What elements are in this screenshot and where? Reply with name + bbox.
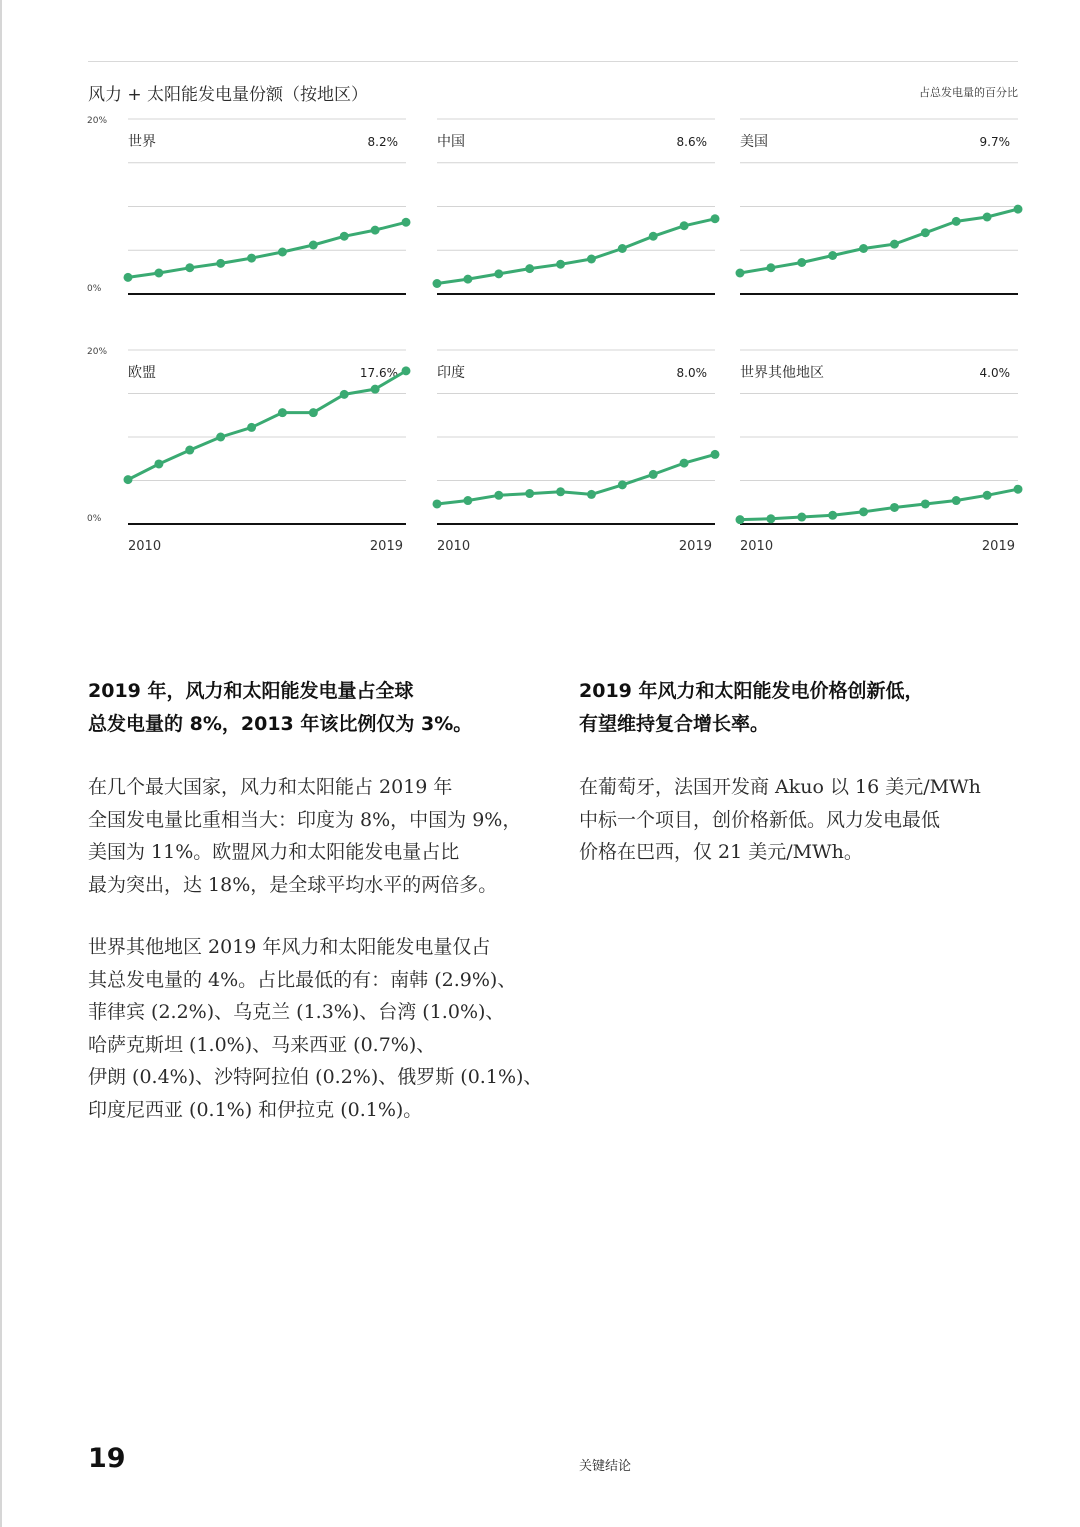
data-point (736, 515, 745, 524)
data-point (983, 213, 992, 222)
data-point (154, 269, 163, 278)
data-point (921, 499, 930, 508)
data-point (494, 269, 503, 278)
panel-name: 世界其他地区 (740, 365, 824, 381)
data-point (649, 470, 658, 479)
data-point (124, 475, 133, 484)
paragraph-line: 伊朗 (0.4%)、沙特阿拉伯 (0.2%)、俄罗斯 (0.1%)、 (88, 1066, 543, 1088)
figure-unit-label: 占总发电量的百分比 (919, 86, 1018, 99)
data-point (680, 221, 689, 230)
small-multiples-chart (0, 0, 1080, 600)
panel-value-label: 17.6% (359, 366, 398, 380)
data-point (402, 366, 411, 375)
paragraph-line: 全国发电量比重相当大：印度为 8%，中国为 9%， (88, 808, 522, 831)
data-point (711, 450, 720, 459)
data-point (618, 244, 627, 253)
x-tick-label-start: 2010 (128, 539, 162, 554)
paragraph-line: 哈萨克斯坦 (1.0%)、马来西亚 (0.7%)、 (88, 1033, 436, 1056)
panel-name: 美国 (740, 134, 768, 150)
data-point (797, 258, 806, 267)
panel-name: 欧盟 (128, 365, 156, 381)
right-heading-line: 有望维持复合增长率。 (579, 713, 770, 735)
data-point (247, 423, 256, 432)
data-point (921, 228, 930, 237)
data-point (463, 496, 472, 505)
data-point (494, 491, 503, 500)
data-point (124, 273, 133, 282)
data-point (185, 446, 194, 455)
paragraph-line: 世界其他地区 2019 年风力和太阳能发电量仅占 (88, 936, 491, 958)
data-point (433, 279, 442, 288)
data-point (556, 260, 565, 269)
data-point (278, 248, 287, 257)
data-point (711, 214, 720, 223)
panel-name: 印度 (437, 365, 465, 381)
y-axis-label-top: 20% (87, 116, 108, 126)
data-point (983, 491, 992, 500)
left-heading-line: 2019 年，风力和太阳能发电量占全球 (88, 680, 414, 702)
data-point (371, 226, 380, 235)
right-heading-line: 2019 年风力和太阳能发电价格创新低， (579, 680, 924, 702)
data-point (828, 251, 837, 260)
footer-section-label: 关键结论 (579, 1459, 632, 1474)
figure-title: 风力 + 太阳能发电量份额（按地区） (88, 85, 369, 105)
data-point (278, 408, 287, 417)
right-column (579, 675, 1029, 899)
paragraph-line: 最为突出，达 18%，是全球平均水平的两倍多。 (88, 873, 498, 896)
data-point (525, 489, 534, 498)
data-point (890, 503, 899, 512)
paragraph-line: 价格在巴西，仅 21 美元/MWh。 (579, 841, 863, 863)
paragraph-line: 在葡萄牙，法国开发商 Akuo 以 16 美元/MWh (579, 776, 981, 798)
series-line (128, 371, 406, 480)
data-point (859, 244, 868, 253)
panel-value-label: 9.7% (979, 135, 1010, 149)
left-column (88, 675, 543, 1156)
data-point (463, 275, 472, 284)
paragraph-line: 美国为 11%。欧盟风力和太阳能发电量占比 (88, 841, 460, 863)
data-point (736, 269, 745, 278)
x-tick-label-start: 2010 (437, 539, 471, 554)
y-axis-label-zero: 0% (87, 514, 102, 524)
data-point (618, 480, 627, 489)
paragraph-line: 菲律宾 (2.2%)、乌克兰 (1.3%)、台湾 (1.0%)、 (88, 1001, 505, 1023)
data-point (216, 259, 225, 268)
panel-name: 中国 (437, 134, 465, 150)
data-point (952, 217, 961, 226)
data-point (828, 511, 837, 520)
data-point (890, 240, 899, 249)
paragraph-line: 印度尼西亚 (0.1%) 和伊拉克 (0.1%)。 (88, 1098, 423, 1121)
series-line (740, 209, 1018, 273)
right-paragraph-1 (579, 771, 1029, 869)
data-point (859, 507, 868, 516)
data-point (247, 254, 256, 263)
panel-name: 世界 (128, 134, 156, 150)
x-tick-label-start: 2010 (740, 539, 774, 554)
data-point (309, 408, 318, 417)
paragraph-line: 中标一个项目，创价格新低。风力发电最低 (579, 808, 941, 831)
data-point (766, 263, 775, 272)
data-point (587, 490, 596, 499)
x-tick-label-end: 2019 (678, 539, 712, 554)
data-point (649, 232, 658, 241)
data-point (587, 255, 596, 264)
data-point (402, 218, 411, 227)
data-point (525, 264, 534, 273)
data-point (340, 232, 349, 241)
panel-value-label: 4.0% (979, 366, 1010, 380)
data-point (766, 514, 775, 523)
data-point (185, 263, 194, 272)
data-point (952, 496, 961, 505)
left-heading (88, 675, 538, 741)
paragraph-line: 在几个最大国家，风力和太阳能占 2019 年 (88, 776, 453, 798)
data-point (309, 241, 318, 250)
panel-value-label: 8.2% (367, 135, 398, 149)
series-line (437, 454, 715, 504)
x-tick-label-end: 2019 (369, 539, 403, 554)
series-line (740, 489, 1018, 519)
paragraph-line: 其总发电量的 4%。占比最低的有：南韩 (2.9%)、 (88, 968, 517, 991)
data-point (1014, 485, 1023, 494)
data-point (216, 433, 225, 442)
data-point (340, 390, 349, 399)
series-line (437, 219, 715, 284)
data-point (433, 499, 442, 508)
right-heading (579, 675, 1029, 741)
data-point (680, 459, 689, 468)
data-point (371, 385, 380, 394)
panel-value-label: 8.6% (676, 135, 707, 149)
left-paragraph-1 (88, 771, 538, 901)
data-point (154, 459, 163, 468)
page-number: 19 (88, 1443, 126, 1474)
panel-value-label: 8.0% (676, 366, 707, 380)
x-tick-label-end: 2019 (981, 539, 1015, 554)
y-axis-label-top: 20% (87, 347, 108, 357)
data-point (1014, 205, 1023, 214)
data-point (797, 513, 806, 522)
data-point (556, 487, 565, 496)
left-paragraph-2 (88, 931, 543, 1126)
y-axis-label-zero: 0% (87, 284, 102, 294)
left-heading-line: 总发电量的 8%，2013 年该比例仅为 3%。 (88, 713, 473, 735)
